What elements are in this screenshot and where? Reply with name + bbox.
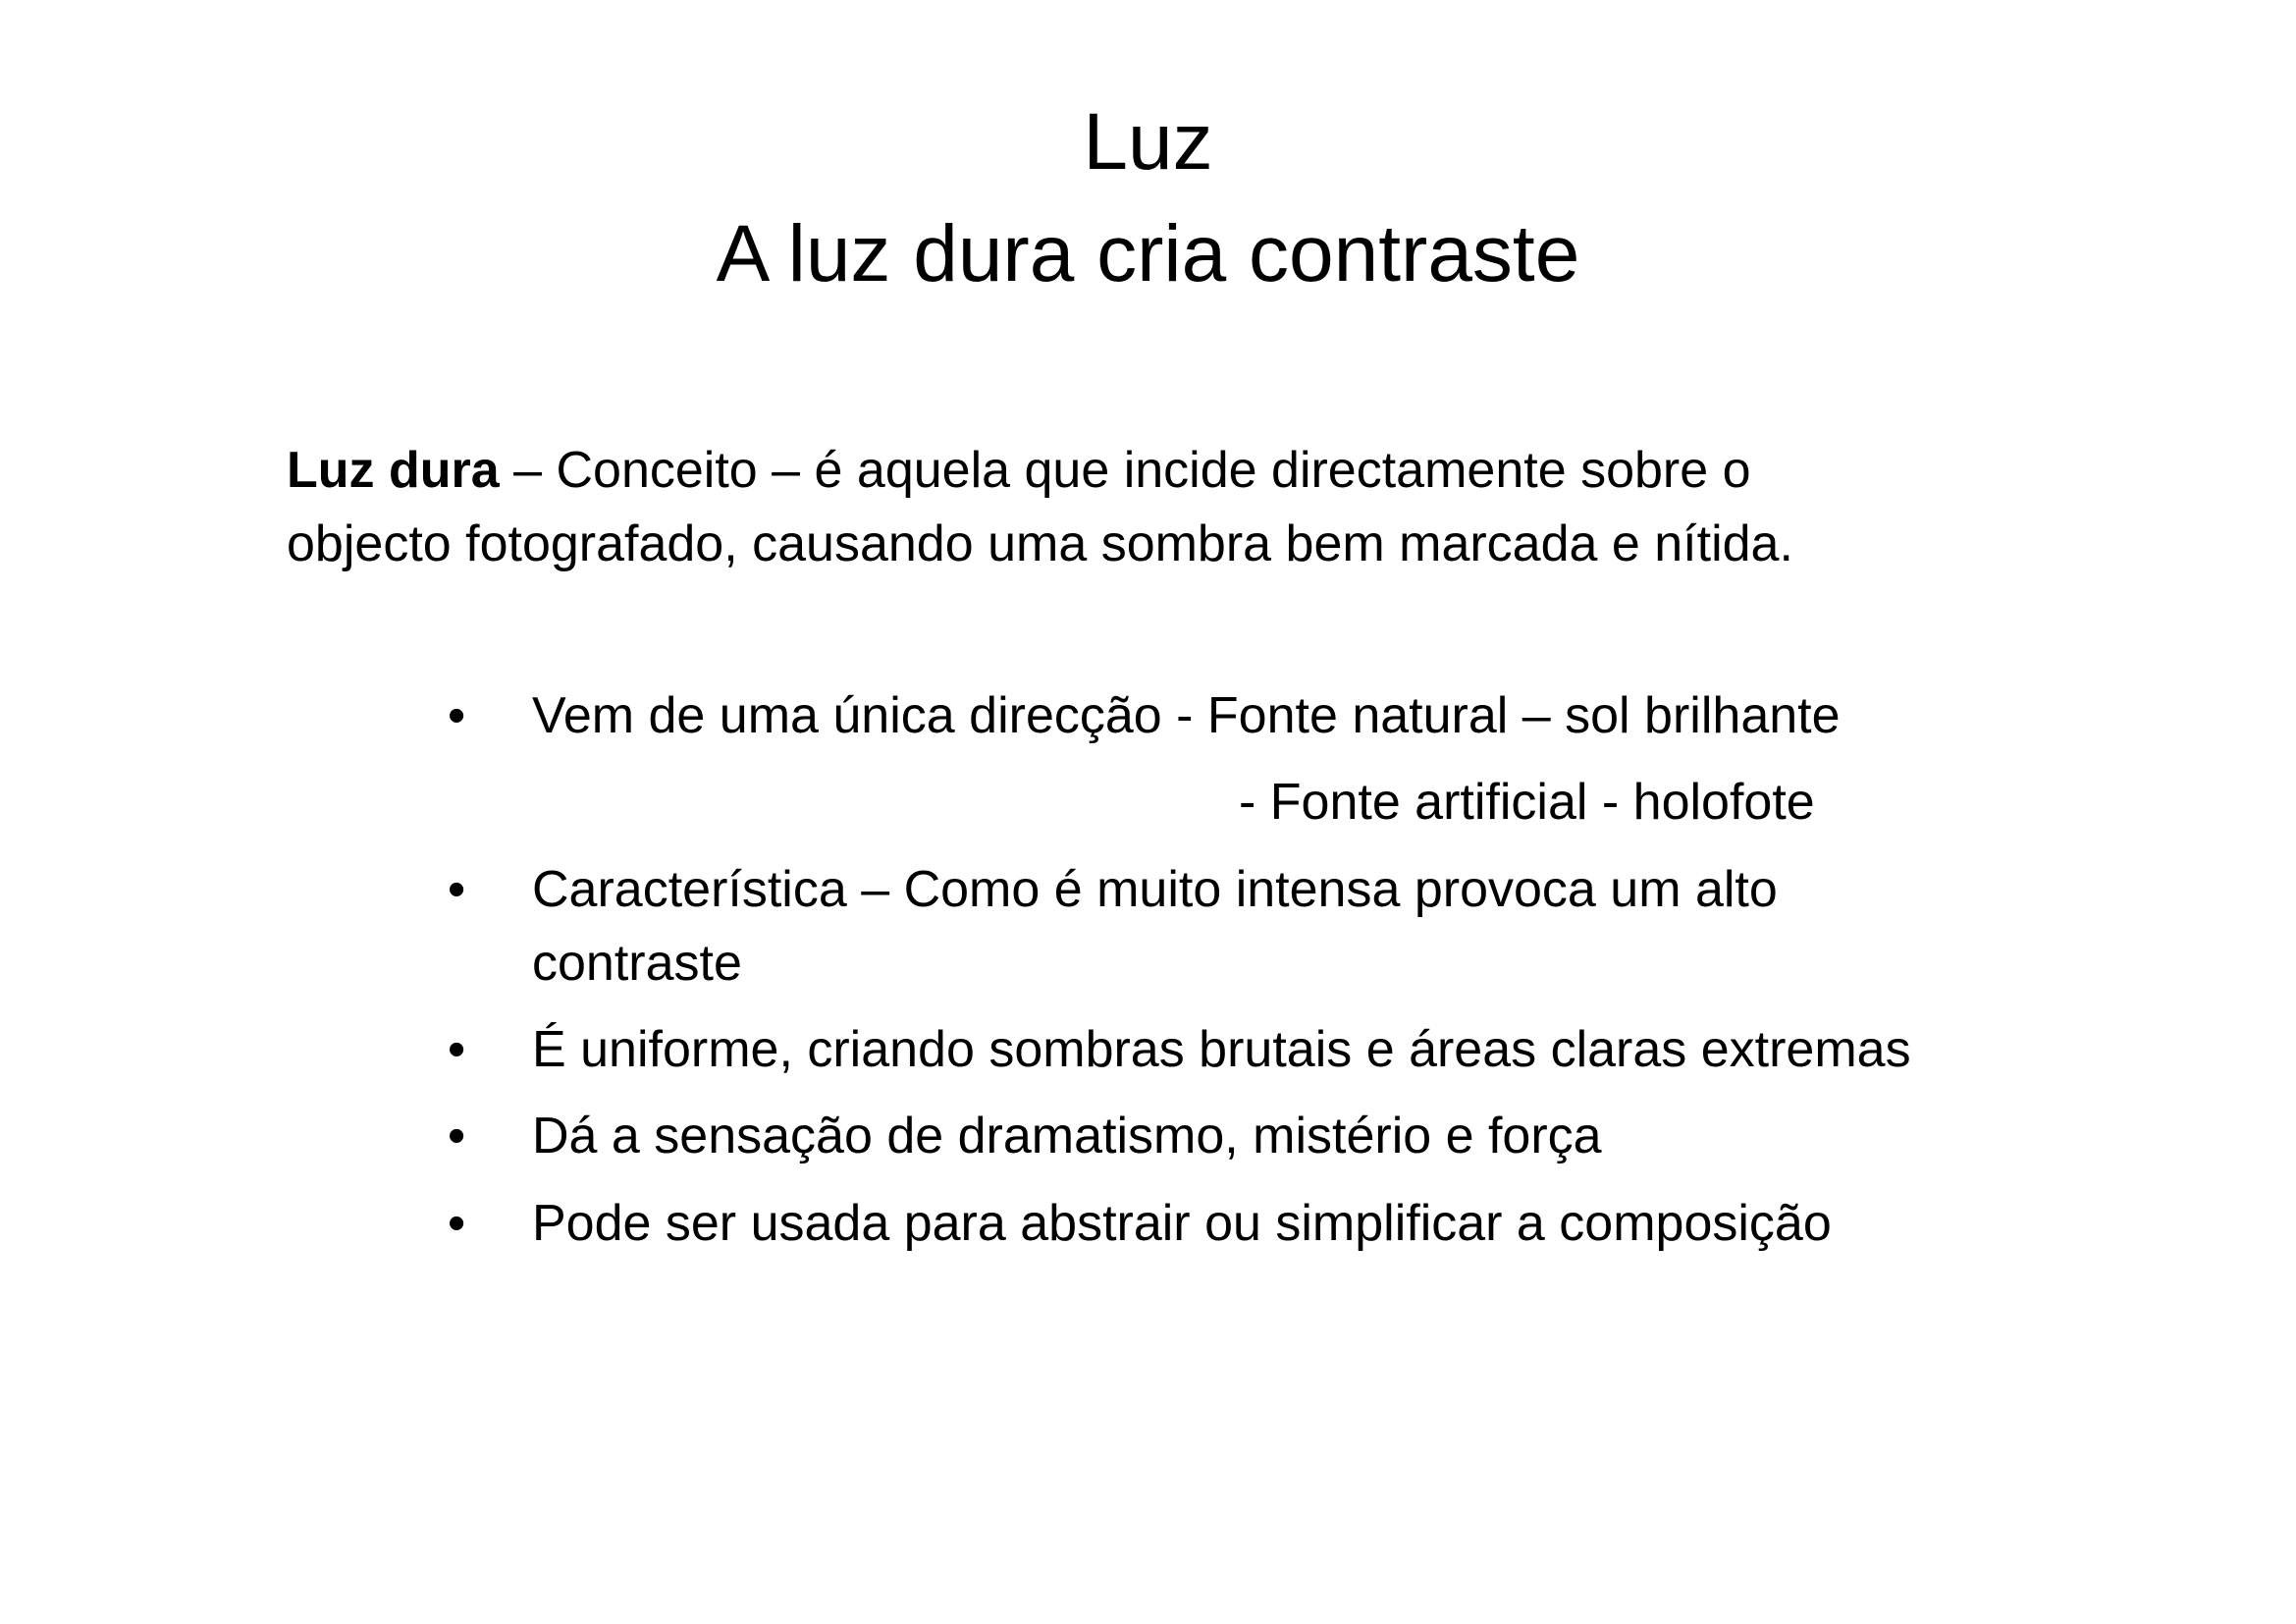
bullet-item <box>448 1187 2122 1261</box>
bullet-text: É uniforme, criando sombras brutais e áreas claras extremas <box>532 1021 1911 1078</box>
bullet-marker: • <box>448 687 466 744</box>
concept-term: Luz dura <box>287 442 500 499</box>
bullet-item <box>448 679 2122 753</box>
bullet-item <box>448 853 1946 1001</box>
bullet-sub-item: - Fonte artificial - holofote <box>1239 774 1815 831</box>
bullet-text: Dá a sensação de dramatismo, mistério e força <box>532 1108 1602 1164</box>
bullet-text: Vem de uma única direcção - Fonte natural – sol brilhante <box>532 687 1841 744</box>
concept-definition-line-1: – Conceito – é aquela que incide directamente sobre o <box>499 442 1751 499</box>
bullet-item <box>448 1013 2122 1087</box>
bullet-text: Pode ser usada para abstrair ou simplificar a composição <box>532 1195 1832 1252</box>
concept-definition-line-2: objecto fotografado, causando uma sombra bem marcada e nítida. <box>287 515 1793 572</box>
bullet-text: Característica – Como é muito intensa provoca um alto contraste <box>532 861 1778 992</box>
bullet-marker: • <box>448 1021 466 1078</box>
title-line-2: A luz dura cria contraste <box>716 209 1580 298</box>
bullet-marker: • <box>448 1195 466 1252</box>
bullet-marker: • <box>448 1108 466 1164</box>
title-line-1: Luz <box>1083 97 1213 187</box>
bullet-marker: • <box>448 861 466 918</box>
bullet-item <box>448 1100 2122 1173</box>
